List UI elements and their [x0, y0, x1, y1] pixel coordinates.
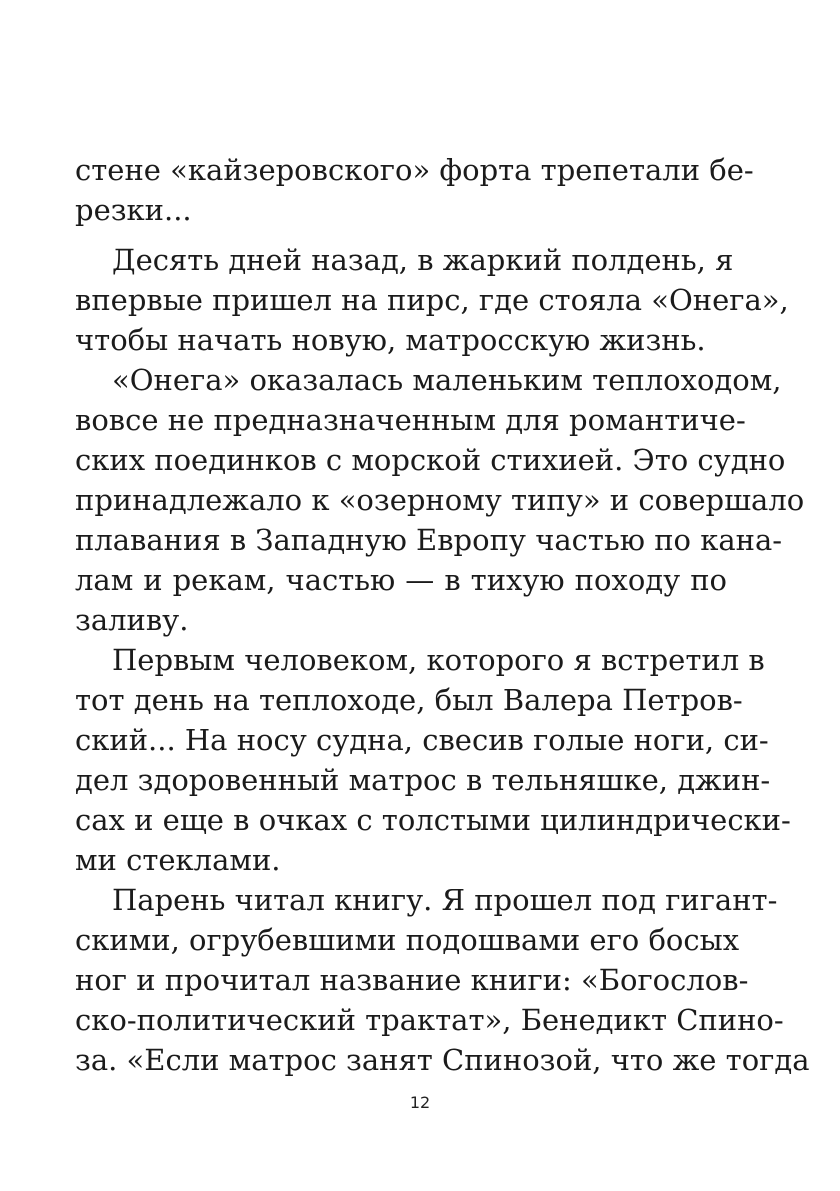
paragraph: [75, 640, 791, 880]
page-number: 12: [409, 1093, 431, 1112]
text-line: резки...: [75, 193, 192, 227]
text-line: принадлежало к «озерному типу» и совершало: [75, 483, 805, 517]
text-line: Первым человеком, которого я встретил в: [112, 643, 765, 677]
text-line: ми стеклами.: [75, 843, 281, 877]
text-line: Парень читал книгу. Я прошел под гигант-: [112, 883, 778, 917]
section-gap: [75, 230, 727, 240]
text-line: стене «кайзеровского» форта трепетали бе-: [75, 153, 754, 187]
text-line: плавания в Западную Европу частью по кана-: [75, 523, 783, 557]
text-line: дел здоровенный матрос в тельняшке, джин-: [75, 763, 771, 797]
paragraph: [75, 880, 810, 1080]
text-line: заливу.: [75, 603, 189, 637]
text-line: скими, огрубевшими подошвами его босых: [75, 923, 740, 957]
text-line: чтобы начать новую, матросскую жизнь.: [75, 323, 706, 357]
text-line: ног и прочитал название книги: «Богослов-: [75, 963, 749, 997]
paragraph: [75, 360, 805, 640]
text-line: ско-политический трактат», Бенедикт Спино-: [75, 1003, 784, 1037]
text-line: за. «Если матрос занят Спинозой, что же тогда: [75, 1043, 810, 1077]
text-line: тот день на теплоходе, был Валера Петров-: [75, 683, 743, 717]
text-line: лам и рекам, частью — в тихую походу по: [75, 563, 727, 597]
text-line: впервые пришел на пирс, где стояла «Онега»,: [75, 283, 789, 317]
paragraph: [75, 240, 789, 360]
text-line: сах и еще в очках с толстыми цилиндрически-: [75, 803, 791, 837]
page-body-text: [75, 150, 810, 1080]
text-line: ских поединков с морской стихией. Это судно: [75, 443, 786, 477]
text-line: «Онега» оказалась маленьким теплоходом,: [112, 363, 782, 397]
text-line: Десять дней назад, в жаркий полдень, я: [112, 243, 734, 277]
text-line: ский... На носу судна, свесив голые ноги, си-: [75, 723, 769, 757]
text-line: вовсе не предназначенным для романтиче-: [75, 403, 746, 437]
paragraph: [75, 150, 754, 230]
